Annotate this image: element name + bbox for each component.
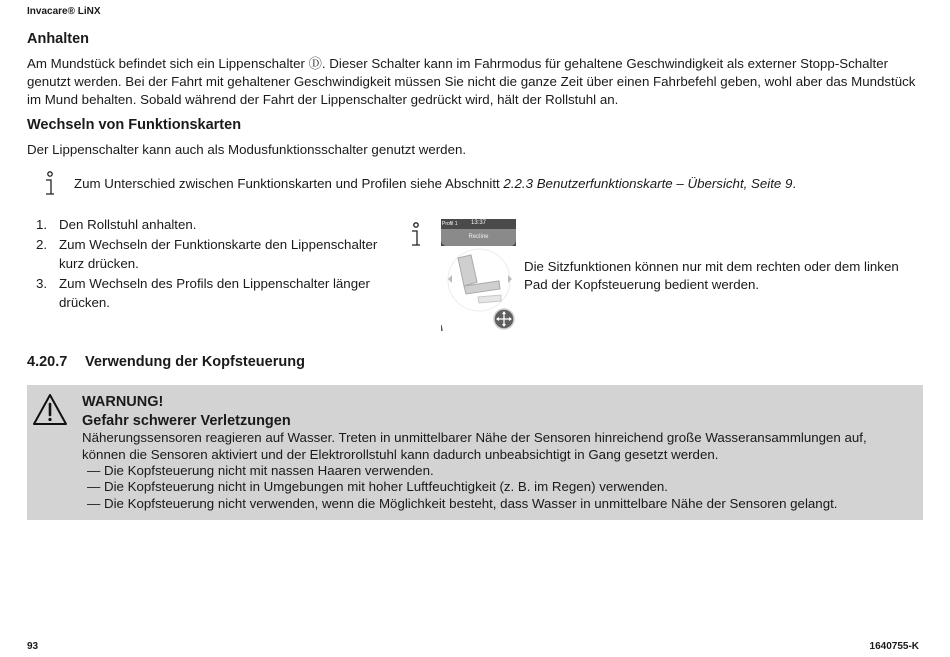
heading-kopfsteuerung: [27, 354, 305, 370]
info-note-reference[interactable]: 2.2.3 Benutzerfunktionskarte – Übersicht, Seite 9: [503, 176, 793, 191]
heading-anhalten: Anhalten: [27, 31, 90, 47]
section-number: 4.20.7: [27, 354, 68, 370]
section-title: Verwendung der Kopfsteuerung: [85, 354, 305, 370]
info-icon: [43, 171, 57, 197]
info-note-after: .: [792, 176, 797, 191]
step-item: [36, 235, 386, 274]
steps-list: [36, 215, 386, 313]
step-number: 1.: [36, 217, 48, 232]
paragraph-funktionskarten: Der Lippenschalter kann auch als Modusfunktionsschalter genutzt werden.: [27, 142, 467, 157]
warning-text: Näherungssensoren reagieren auf Wasser. Treten in unmittelbarer Nähe der Sensoren hinreichend große Wasseransammlungen auf, können die Sensoren aktiviert und der Elektrorollstuhl kann dadurch unbeabsichtigt in Gang gesetzt werden.: [82, 430, 867, 462]
warning-item-text: Die Kopfsteuerung nicht verwenden, wenn die Möglichkeit besteht, dass Wasser in unmittelbare Nähe der Sensoren gelangt.: [104, 495, 838, 511]
info-note-before: Zum Unterschied zwischen Funktionskarten und Profilen siehe Abschnitt: [74, 176, 504, 191]
device-mode-label: Recline: [468, 234, 489, 240]
warning-list: [87, 463, 837, 512]
info-note-text: [74, 175, 796, 193]
step-number: 3.: [36, 275, 48, 291]
info-icon: [409, 222, 423, 248]
page-number: 93: [27, 641, 39, 652]
device-time-label: 13:37: [471, 220, 487, 226]
warning-triangle-icon: [32, 393, 68, 426]
warning-item-text: Die Kopfsteuerung nicht in Umgebungen mit hoher Luftfeuchtigkeit (z. B. im Regen) verwenden.: [104, 479, 668, 495]
step-text: Zum Wechseln des Profils den Lippenschalter länger drücken.: [59, 275, 370, 310]
warning-dash: —: [87, 495, 101, 511]
heading-funktionskarten: Wechseln von Funktionskarten: [27, 117, 242, 133]
running-header: Invacare® LiNX: [27, 6, 101, 17]
warning-item: [87, 463, 837, 479]
warning-item-text: Die Kopfsteuerung nicht mit nassen Haaren verwenden.: [104, 463, 434, 478]
seat-function-note: Die Sitzfunktionen können nur mit dem rechten oder dem linken Pad der Kopfsteuerung bedient werden.: [524, 259, 899, 292]
warning-dash: —: [87, 479, 101, 495]
step-number: 2.: [36, 236, 48, 252]
step-text: Den Rollstuhl anhalten.: [59, 217, 197, 232]
step-item: [36, 215, 386, 235]
seat-recline-icon: [441, 246, 516, 331]
warning-title: WARNUNG!: [82, 394, 164, 410]
warning-item: [87, 496, 837, 512]
paragraph-anhalten: Am Mundstück befindet sich ein Lippenschalter Ⓓ. Dieser Schalter kann im Fahrmodus für gehaltene Geschwindigkeit als externer Stopp-Schalter genutzt werden. Bei der Fahrt mit gehaltener Geschwindigkeit müssen Sie nicht die ganze Zeit über einen Fahrbefehl geben, wohl aber das Mundstück im Mund behalten. Sobald während der Fahrt der Lippenschalter gedrückt wird, hält der Rollstuhl an.: [27, 56, 916, 107]
warning-subtitle: Gefahr schwerer Verletzungen: [82, 413, 291, 429]
warning-item: [87, 479, 837, 495]
document-id: 1640755-K: [869, 641, 919, 652]
warning-dash: —: [87, 463, 101, 478]
step-item: [36, 274, 386, 313]
device-profile-label: Profil 1: [442, 221, 458, 227]
step-text: Zum Wechseln der Funktionskarte den Lippenschalter kurz drücken.: [59, 236, 378, 271]
device-screen-image: [441, 219, 516, 331]
warning-box: [27, 385, 923, 520]
